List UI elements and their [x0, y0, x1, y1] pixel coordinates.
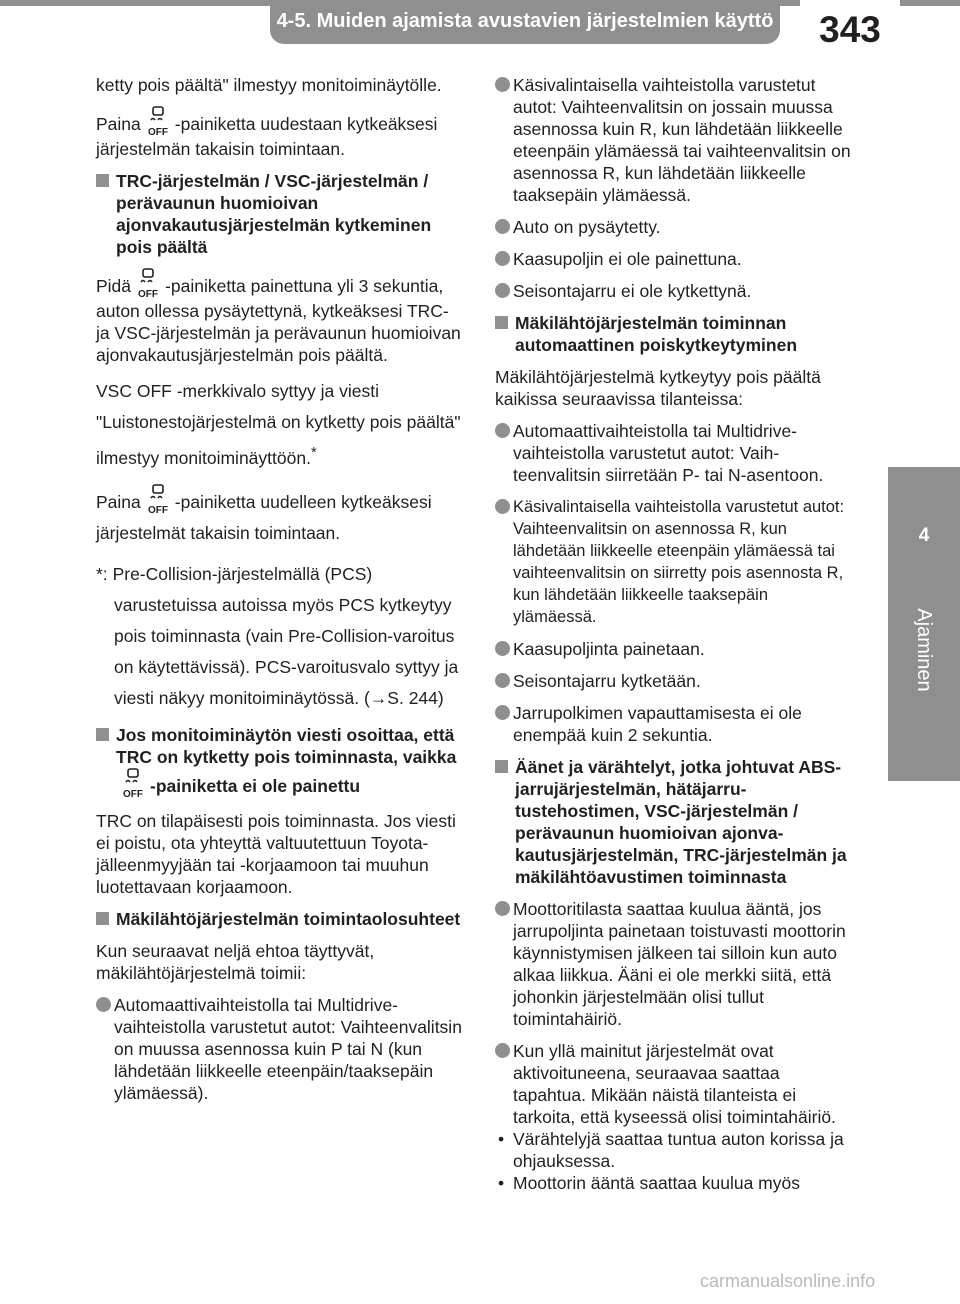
text: Pre-Collision-järjestelmällä (PCS) varustetuissa autoissa myös PCS kytkeytyy pois toiminnasta (vain Pre-Collision-varoitus on käytettävissä). PCS-varoitusvalo syttyy ja viesti näkyy monitoiminäytössä. ( [112, 563, 459, 708]
bullet-dot [495, 423, 510, 438]
text: Kaasupoljinta painetaan. [513, 639, 705, 659]
paragraph [96, 484, 466, 549]
dash-item: • Moottorin ääntä saattaa kuulua myös [495, 1172, 855, 1194]
bullet-item [495, 420, 855, 486]
text: Automaattivaihteistolla tai Multidrive-vaihteistolla varustetut autot: Vaihteenvalitsin on muussa asennossa kuin P tai N (kun lähdetään liikkeelle eteenpäin/taaksepäin ylämäessä). [114, 994, 462, 1103]
text: VSC OFF -merkkivalo syttyy ja viesti "Luistonestojärjestelmä on kytketty pois päältä" ilmestyy monitoiminäyttöön. [96, 381, 461, 468]
bullet-item [495, 670, 855, 692]
paragraph: Kun seuraavat neljä ehtoa täyttyvät, mäkilähtöjärjestelmä toimii: [96, 940, 375, 983]
chapter-tab [888, 595, 960, 781]
bullet-item [495, 496, 855, 628]
left-column [96, 74, 466, 1114]
text: Käsivalintaisella vaihteistolla varustetut autot: Vaihteenvalitsin on jossain muussa asennossa kuin R, kun lähdetään liikkeelle eteenpäin ylämäessä tai vaihteenvalitsin on asennossa R, kun lähdetään liikkeelle taaksepäin ylämäessä. [513, 75, 851, 205]
text: Seisontajarru kytketään. [513, 671, 701, 691]
svg-text:OFF: OFF [123, 788, 143, 800]
paragraph [96, 268, 466, 366]
svg-text:OFF: OFF [147, 504, 168, 516]
text: -painiketta painettuna yli 3 sekuntia, auton ollessa pysäytettynä, kytkeäksesi TRC- ja VSC-järjestelmän ja perävaunun huomioivan ajonvakautusjärjestelmän pois päältä. [96, 276, 461, 365]
text: -painiketta uudelleen kytkeäksesi järjestelmät takaisin toimintaan. [96, 491, 432, 543]
bullet-dot [495, 641, 510, 656]
dash-item: • Värähtelyjä saattaa tuntua auton korissa ja ohjauksessa. [495, 1128, 855, 1172]
bullet-dot [495, 901, 510, 916]
text: -painiketta uudestaan kytkeäksesi järjestelmän takaisin toimintaan. [96, 114, 438, 159]
bullet-item [495, 280, 855, 302]
page-reference[interactable]: S. 244) [387, 687, 444, 708]
bullet-dot [495, 673, 510, 688]
bullet-dot [495, 1043, 510, 1058]
paragraph: Mäkilähtöjärjestelmä kytkeytyy pois päältä kaikissa seuraavissa tilanteissa: [495, 367, 821, 409]
bullet-item [495, 248, 855, 270]
bullet-dot [495, 705, 510, 720]
text: Automaattivaihteistolla tai Multidrive-vaihteistolla varustetut autot: Vaihteenvalitsin siirretään P- tai N-asentoon. [513, 421, 824, 485]
bullet-dot [96, 997, 111, 1012]
paragraph [96, 106, 466, 160]
bullet-dot [495, 77, 510, 92]
text: Pidä [96, 276, 132, 296]
page-header [0, 0, 960, 64]
bullet-item [495, 74, 855, 206]
section-heading: Mäkilähtöjärjestelmän toiminnan automaattinen poiskytkeytyminen [495, 312, 855, 356]
text: Paina [96, 491, 141, 512]
text: Jarrupolkimen vapauttamisesta ei ole enempää kuin 2 sekuntia. [513, 703, 802, 745]
chapter-label: Ajaminen [913, 608, 935, 692]
section-title: 4-5. Muiden ajamista avustavien järjestelmien käyttö [270, 0, 780, 44]
text: Seisontajarru ei ole kytkettynä. [513, 281, 752, 301]
footnote-marker: *: [96, 563, 108, 584]
section-heading: TRC-järjestelmän / VSC-järjestelmän / perävaunun huomioivan ajonvakautusjärjestelmän kytkeminen pois päältä [96, 170, 466, 258]
bullet-dot [495, 251, 510, 266]
text: -painiketta ei ole painettu [150, 775, 361, 796]
watermark: carmanualsonline.info [700, 1271, 876, 1291]
footnote [96, 559, 466, 714]
chapter-number: 4 [888, 467, 960, 595]
bullet-item [96, 994, 466, 1104]
footnote-marker: * [310, 445, 317, 461]
text: Kun yllä mainitut järjestelmät ovat aktivoituneena, seuraavaa saattaa tapahtua. Mikään näistä tilanteista ei tarkoita, että kyseessä olisi toimintahäiriö. [513, 1041, 836, 1127]
svg-text:OFF: OFF [147, 127, 168, 138]
text: Moottoritilasta saattaa kuulua ääntä, jos jarrupoljinta painetaan toistuvasti moottorin käynnistymisen jälkeen tai silloin kun auto alkaa liikkua. Ääni ei ole merkki siitä, että johonkin järjestelmään olisi tullut toimintahäiriö. [513, 899, 846, 1029]
bullet-item [495, 638, 855, 660]
bullet-dot [495, 219, 510, 234]
text: Auto on pysäytetty. [513, 217, 661, 237]
page-number: 343 [800, 0, 900, 60]
section-heading [96, 724, 466, 800]
vsc-off-icon [120, 768, 146, 800]
text: Kaasupoljin ei ole painettuna. [513, 249, 742, 269]
bullet-item [495, 898, 855, 1030]
bullet-item [495, 1040, 855, 1128]
paragraph: ketty pois päältä" ilmestyy monitoiminäytölle. [96, 75, 442, 95]
bullet-item [495, 216, 855, 238]
text: Paina [96, 114, 141, 134]
vsc-off-icon [135, 268, 161, 300]
text: Käsivalintaisella vaihteistolla varustetut autot: Vaihteenvalitsin on asennossa R, kun lähdetään liikkeelle eteenpäin ylämäessä tai vaihteenvalitsin on siirretty pois asennosta R, kun lähdetään liikkeelle taaksepäin ylämäessä. [513, 498, 845, 626]
svg-text:OFF: OFF [138, 289, 159, 300]
paragraph: TRC on tilapäisesti pois toiminnasta. Jos viesti ei poistu, ota yhteyttä valtuutettuun Toyota-jälleenmyyjään tai -korjaamoon tai muuhun luotettavaan korjaamoon. [96, 810, 456, 897]
bullet-dot [495, 283, 510, 298]
bullet-dot [495, 499, 510, 514]
text: Jos monitoiminäytön viesti osoittaa, että TRC on kytketty pois toiminnasta, vaikka [116, 724, 457, 767]
section-heading: Äänet ja värähtelyt, jotka johtuvat ABS-jarrujärjestelmän, hätäjarrutustehostimen, VSC-järjestelmän / perävaunun huomioivan ajonvakautusjärjestelmän, TRC-järjestelmän ja mäkilähtöavustimen toiminnasta [495, 756, 855, 888]
vsc-off-icon [145, 484, 171, 516]
vsc-off-icon [145, 106, 171, 138]
right-column [495, 74, 855, 1194]
bullet-item [495, 702, 855, 746]
section-heading: Mäkilähtöjärjestelmän toimintaolosuhteet [96, 908, 466, 930]
paragraph [96, 376, 466, 474]
arrow-right-icon: → [369, 687, 388, 708]
